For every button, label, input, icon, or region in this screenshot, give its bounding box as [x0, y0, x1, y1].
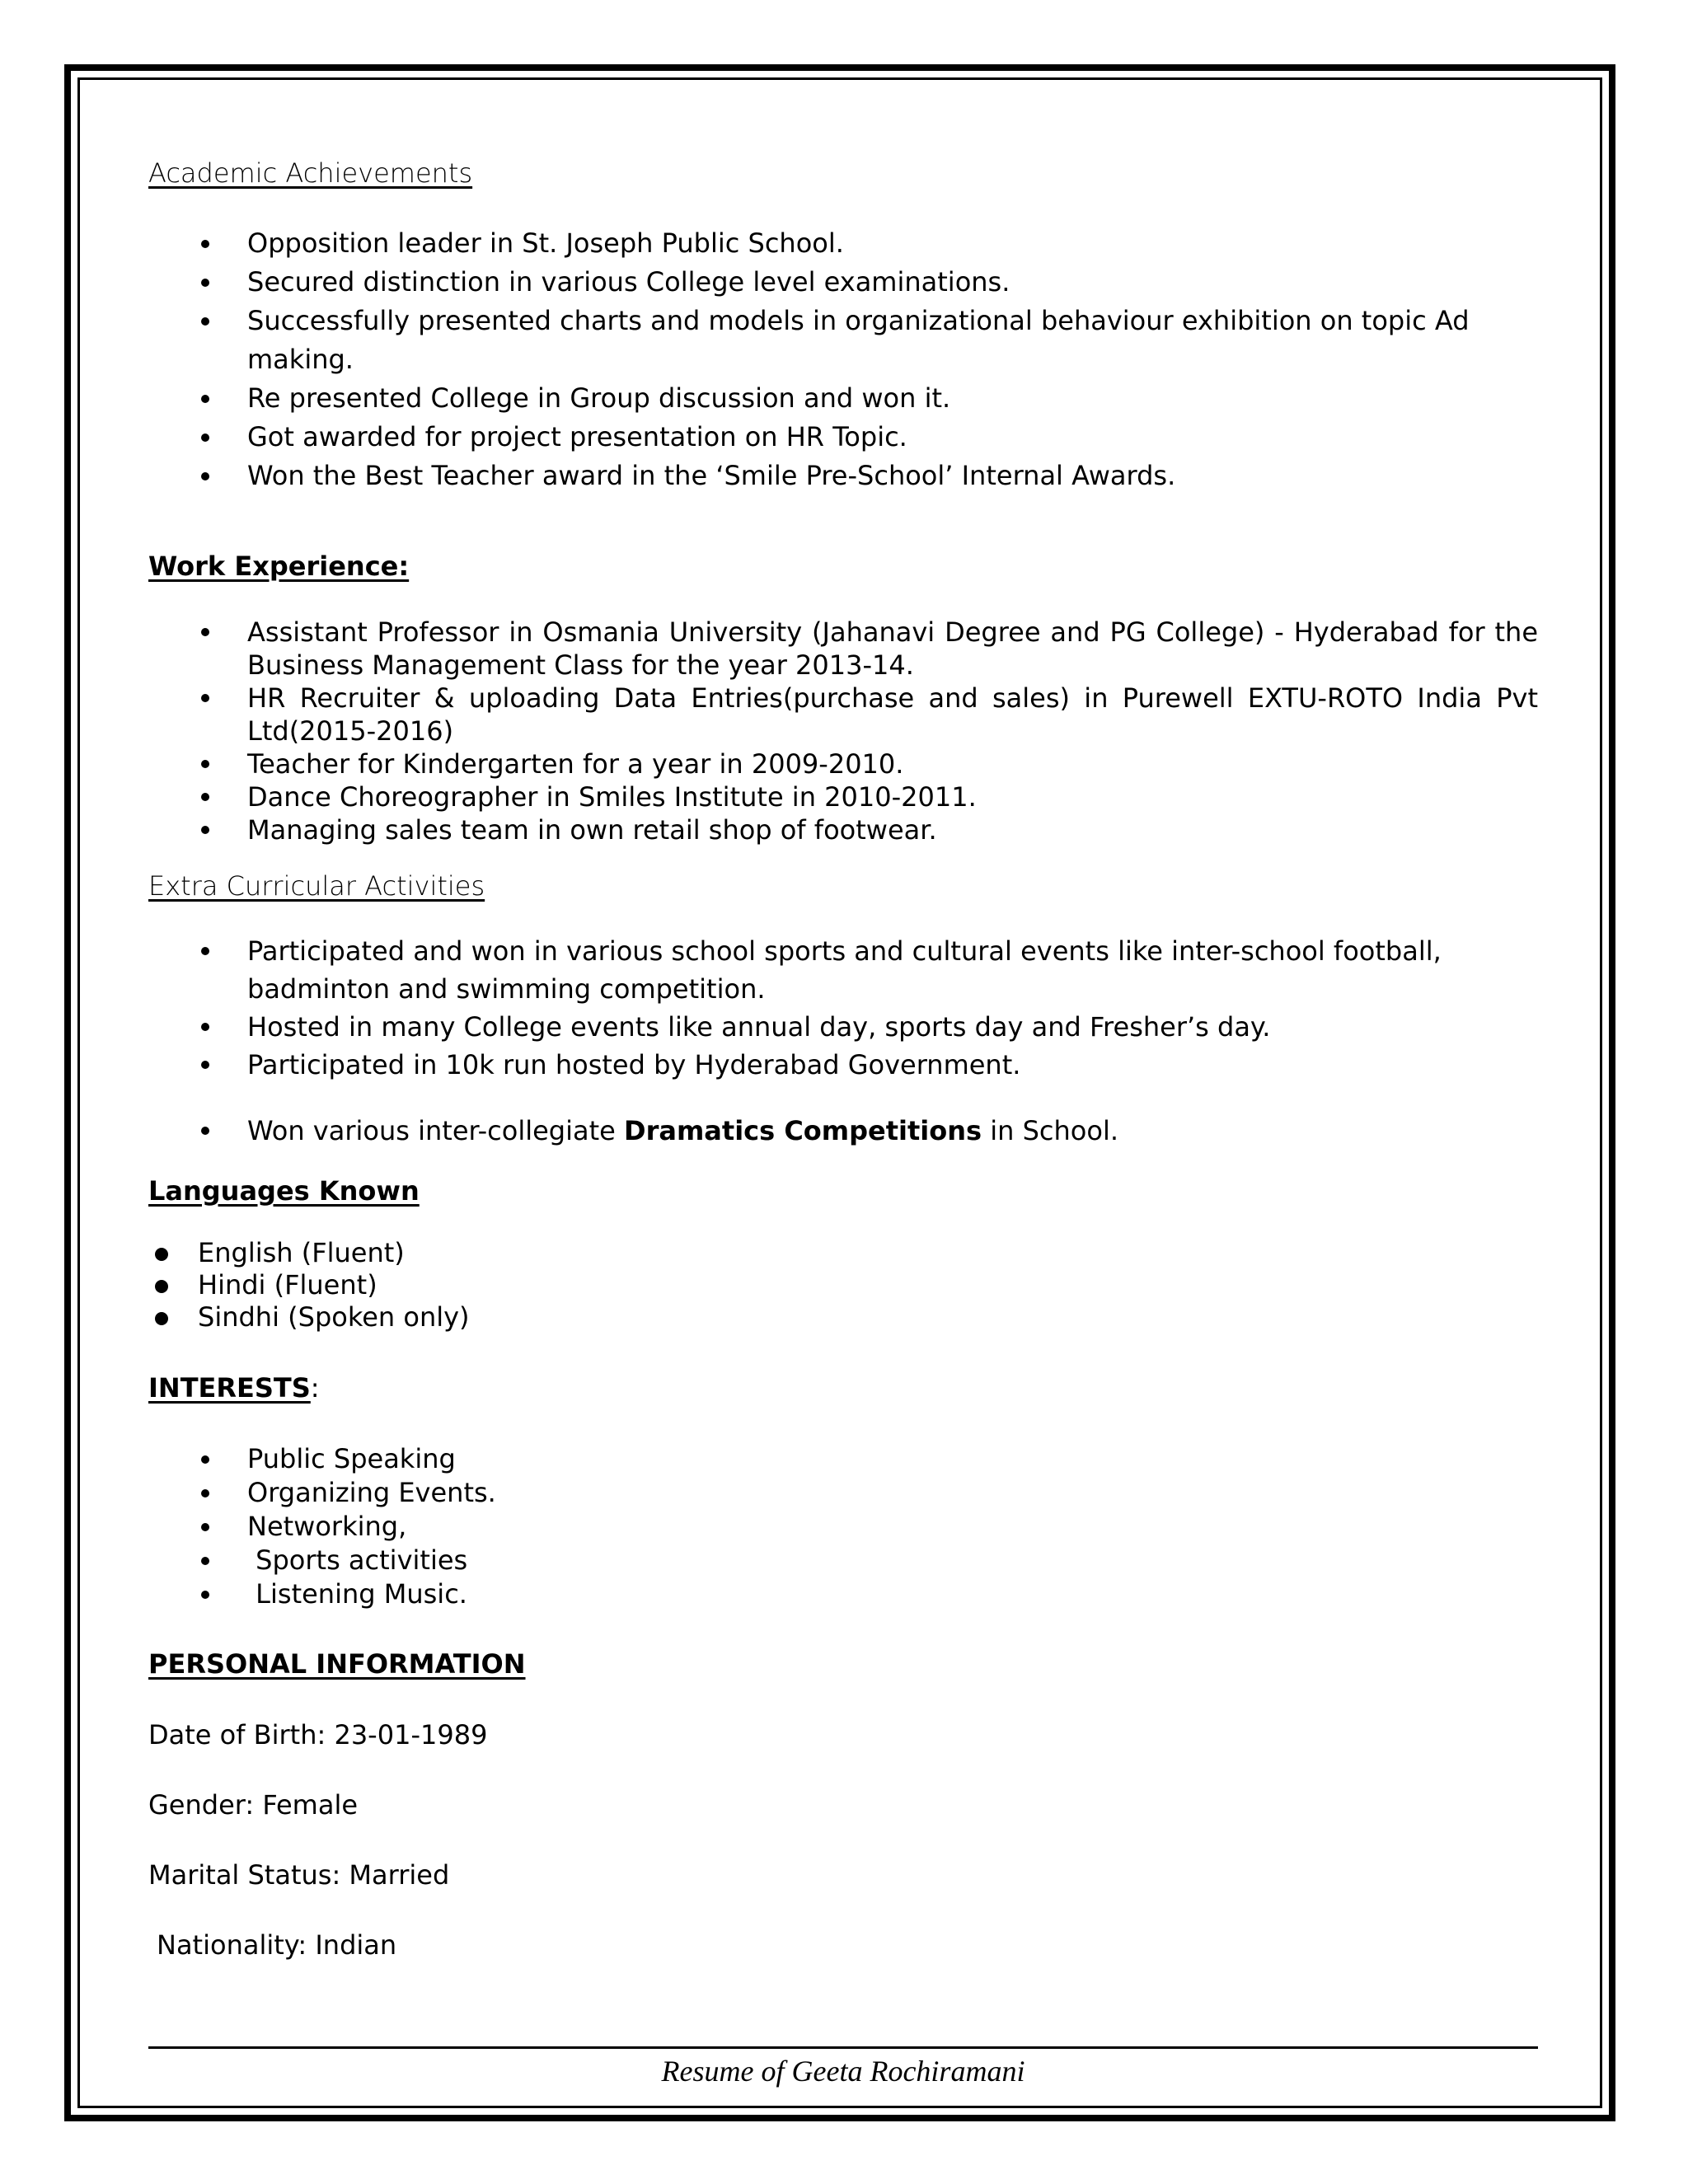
gender: Gender: Female: [148, 1789, 359, 1821]
list-item: Secured distinction in various College level examinations.: [148, 263, 1538, 302]
list-item: Opposition leader in St. Joseph Public School.: [148, 224, 1538, 263]
bullet-icon: [201, 1489, 209, 1497]
academic-heading: Academic Achievements: [148, 157, 473, 189]
list-item: Won the Best Teacher award in the ‘Smile Pre-School’ Internal Awards.: [148, 457, 1538, 495]
list-item: Hindi (Fluent): [148, 1269, 1538, 1301]
bullet-icon: [201, 1455, 209, 1464]
list-item: HR Recruiter & uploading Data Entries(purchase and sales) in Purewell EXTU-ROTO India Pvt Ltd(2015-2016): [148, 682, 1538, 748]
list-item: Managing sales team in own retail shop of footwear.: [148, 813, 1538, 846]
bullet-icon: [201, 760, 209, 768]
languages-heading: Languages Known: [148, 1175, 420, 1207]
list-item: Successfully presented charts and models in organizational behaviour exhibition on topic Ad making.: [148, 302, 1538, 379]
list-item: Sports activities: [148, 1544, 1538, 1577]
footer-divider: [148, 2046, 1538, 2049]
list-item: Hosted in many College events like annual day, sports day and Fresher’s day.: [148, 1008, 1538, 1046]
list-item: Public Speaking: [148, 1442, 1538, 1476]
list-item: Listening Music.: [148, 1577, 1538, 1611]
bullet-icon: [201, 793, 209, 801]
bullet-icon: [201, 1127, 209, 1135]
work-list: [148, 616, 1538, 846]
interests-heading-line: [148, 1371, 1538, 1404]
bullet-icon: [155, 1248, 168, 1261]
bullet-icon: [201, 1523, 209, 1531]
list-item: Participated and won in various school sports and cultural events like inter-school football, badminton and swimming competition.: [148, 932, 1538, 1008]
date-of-birth: Date of Birth: 23-01-1989: [148, 1719, 488, 1750]
interests-list: [148, 1442, 1538, 1611]
list-item: Re presented College in Group discussion and won it.: [148, 379, 1538, 418]
list-item: Dance Choreographer in Smiles Institute in 2010-2011.: [148, 780, 1538, 813]
bullet-icon: [155, 1280, 168, 1293]
academic-list: [148, 224, 1538, 495]
bullet-icon: [201, 1023, 209, 1031]
bullet-icon: [201, 826, 209, 834]
list-item: Won various inter-collegiate Dramatics Competitions in School.: [148, 1112, 1538, 1150]
bullet-icon: [201, 317, 209, 326]
bullet-icon: [201, 472, 209, 480]
extra-list: [148, 932, 1538, 1150]
nationality: Nationality: Indian: [157, 1929, 397, 1961]
bullet-icon: [201, 1557, 209, 1565]
bullet-icon: [201, 694, 209, 702]
bullet-icon: [201, 395, 209, 403]
marital-status: Marital Status: Married: [148, 1859, 450, 1891]
bullet-icon: [201, 240, 209, 248]
resume-content: [148, 157, 1538, 1961]
personal-heading: PERSONAL INFORMATION: [148, 1648, 526, 1680]
interests-colon: :: [310, 1372, 320, 1404]
list-item: Got awarded for project presentation on HR Topic.: [148, 418, 1538, 457]
interests-heading: INTERESTS: [148, 1372, 311, 1404]
list-item: English (Fluent): [148, 1237, 1538, 1269]
work-heading: Work Experience:: [148, 551, 410, 582]
bullet-icon: [155, 1312, 168, 1325]
list-item: Assistant Professor in Osmania University (Jahanavi Degree and PG College) - Hyderabad for the Business Management Class for the year 2013-14.: [148, 616, 1538, 682]
extra-heading: Extra Curricular Activities: [148, 870, 485, 902]
bullet-icon: [201, 1591, 209, 1599]
list-item: Networking,: [148, 1510, 1538, 1544]
list-item: Teacher for Kindergarten for a year in 2009-2010.: [148, 748, 1538, 780]
footer-text: Resume of Geeta Rochiramani: [661, 2055, 1025, 2088]
languages-list: [148, 1237, 1538, 1333]
bullet-icon: [201, 434, 209, 442]
bullet-icon: [201, 279, 209, 287]
list-item: Participated in 10k run hosted by Hyderabad Government.: [148, 1046, 1538, 1084]
bullet-icon: [201, 628, 209, 636]
bullet-icon: [201, 947, 209, 955]
list-item: Organizing Events.: [148, 1476, 1538, 1510]
bullet-icon: [201, 1061, 209, 1069]
list-item: Sindhi (Spoken only): [148, 1301, 1538, 1333]
